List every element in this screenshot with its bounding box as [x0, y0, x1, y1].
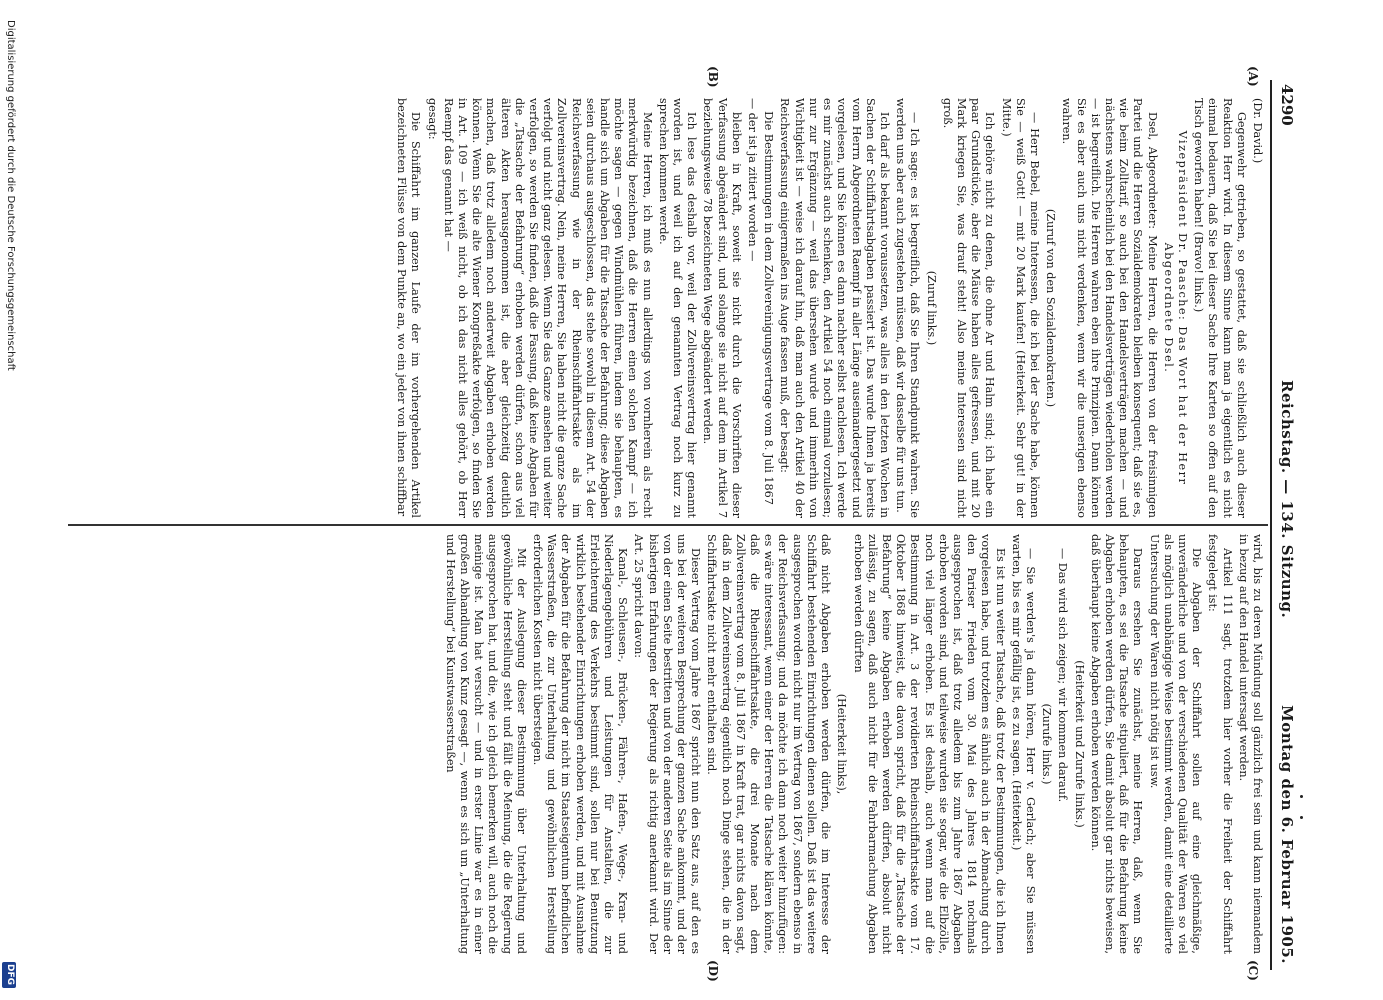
- chair-announcement: Vizepräsident Dr. Paasche: Das Wort hat der Herr Abgeordnete Dsel.: [1161, 130, 1189, 486]
- quotation: Kanal-, Schleusen-, Brücken-, Fähren-, Hafen-, Wege-, Kran- und Niederlagengebühren und Leistungen für Anstalten, die zur Erleichterung des Verkehrs bestimmt sind, sollen nur bei Benutzung wirklich bestehender Einrichtungen erhoben werden, und mit Ausnahme der Abgaben für die Befahrung der nicht im Staatseigentum befindlichen Wasserstraßen, die zur Unterhaltung und gewöhnlichen Herstellung erforderlichen Kosten nicht übersteigen.: [531, 534, 630, 954]
- scan-specks: [1300, 795, 1308, 835]
- paragraph: Dieser Vertrag vom Jahre 1867 spricht nun den Satz aus, auf den es uns bei der weiteren Besprechung der ganzen Sache ankommt, und der von der einen Seite bestritten und von der anderen Seite als im Sinne der bisherigen Erfahrungen der Regierung als richtig anerkannt wird. Der Art. 25 spricht davon:: [632, 534, 703, 954]
- paragraph: Gegenwehr getrieben, so gestattet, daß sie schließlich auch dieser Reaktion Herr wird. In diesem Sinne kann man ja eigentlich es nicht einmal bedauern, daß Sie bei dieser Sache Ihre Karten so offen auf den Tisch geworfen haben! (Bravo! links.): [1192, 98, 1248, 518]
- right-column: [69, 534, 1264, 954]
- paragraph: gesagt:: [425, 98, 439, 140]
- paragraph: — Herr Bebel, meine Interessen, die ich bei der Sache habe, können Sie — weiß Gott! — mit 20 Mark kaufen! (Heiterkeit. Sehr gut! in der Mitte.): [999, 98, 1041, 518]
- interjection: (Heiterkeit links),: [835, 693, 849, 795]
- quotation: bleiben in Kraft, soweit sie nicht durch die Vorschriften dieser Verfassung abgeändert sind, und solange sie nicht auf dem im Artikel 7 beziehungsweise 78 bezeichneten Wege abgeändert werden.: [701, 98, 743, 518]
- interjection: (Zurufe links.): [1040, 703, 1054, 785]
- paragraph: daß nicht Abgaben erhoben werden dürfen, die im Interesse der Schiffahrt bestehenden Einrichtungen dienen sollen. Daß ist das weitere ausgesprochen worden nicht nur im Vertrag von 1867, sondern ebenso in der Reichsverfassung; und da möchte ich dann noch weiter hinzufügen: es wäre interessant, wenn einer der Herren die Tatsache klären könnte, daß die Rheinschiffahrtsakte, die drei Monate nach dem Zollvereinsvertrag vom 8. Juli 1867 in Kraft trat, gar nichts davon sagt, daß in dem Zollvereinsvertrag eigentlich noch Dinge stehen, die in der Schiffahrtsakte nicht mehr enthalten sind.: [705, 534, 833, 954]
- session-date: Montag den 6. Februar 1905.: [1278, 705, 1296, 964]
- paragraph: — Sie werden's ja dann hören, Herr v. Gerlach; aber Sie müssen warten, bis es mir gefällig ist, es zu sagen. (Heiterkeit.): [1009, 534, 1037, 954]
- margin-marker-c: (C): [1246, 960, 1260, 981]
- paragraph: Ich darf als bekannt voraussetzen, was alles in den letzten Wochen in Sachen der Schiffahrtsabgaben passiert ist. Das wurde Ihnen ja bereits vom Herrn Abgeordneten Raempf in aller Länge auseinandergesetzt und vorgelesen, und Sie können es dann nachher selbst nachlesen. Ich werde es mir zunächst auch schenken, den Artikel 54 noch einmal vorzulesen; nur zur Ergänzung — weil das übersehen wurde und immerhin von Wichtigkeit ist — weise ich darauf hin, daß man auch den Artikel 40 der Reichsverfassung einigermaßen ins Auge fassen muß, der besagt:: [778, 98, 891, 518]
- paragraph: Es ist nun weiter Tatsache, daß trotz der Bestimmungen, die ich Ihnen vorgelesen habe, und trotzdem es ähnlich auch in der Abmachung durch den Pariser Frieden vom 30. Mai des Jahres 1814 nochmals ausgesprochen ist, daß trotz alledem bis zum Jahre 1867 Abgaben erhoben worden sind, und teilweise wurden sie sogar, wie die Elbzölle, noch viel länger erhoben. Es ist deshalb, auch wenn man auf die Bestimmung in Art. 3 der revidierten Rheinschiffahrtsakte vom 17. Oktober 1868 hinweist, die davon spricht, daß für die „Tatsache der Befahrung“ keine Abgaben erhoben werden dürfen, absolut nicht zulässig, zu sagen, daß auch nicht für die Fahrbarmachung Abgaben erhoben werden dürften: [851, 534, 1007, 954]
- credit-text: Digitalisierung gefördert durch die Deutsche Forschungsgemeinschaft: [5, 20, 16, 371]
- scanned-page: [60, 66, 1300, 982]
- quotation: wird, bis zu deren Mündung soll gänzlich frei sein und kann niemandem in bezug auf den Handel untersagt werden.: [1236, 534, 1264, 954]
- dfg-logo-text: DFG: [5, 964, 15, 986]
- interjection: (Zuruf links.): [924, 270, 938, 346]
- funding-credit: [3, 20, 17, 980]
- margin-marker-d: (D): [706, 960, 720, 982]
- paragraph: Artikel 111 sagt, trotzdem hier vorher die Freiheit der Schiffahrt festgelegt ist:: [1206, 534, 1234, 954]
- paragraph: Daraus ersehen Sie zunächst, meine Herren, daß, wenn Sie behaupten, es sei die Tatsache stipuliert, daß für die Befahrung keine Abgaben erhoben werden dürfen, Sie damit absolut gar nichts beweisen, daß überhaupt keine Abgaben erhoben werden können.: [1088, 534, 1145, 954]
- paragraph: Meine Herren, ich muß es nun allerdings von vornherein als recht merkwürdig bezeichnen, daß die Herren einen solchen Kampf — ich möchte sagen — gegen Windmühlen führen, indem sie behaupten, es handle sich um Abgaben für die Tatsache der Befahrung; diese Abgaben seien durchaus ausgeschlossen, das stehe sowohl in diesem Art. 54 der Reichsverfassung wie in der Rheinschiffahrtsakte als im Zollvereinsvertrag. Nein, meine Herren, Sie haben nicht die ganze Sache verfolgt und nicht ganz gelesen. Wenn Sie das Ganze ansehen und weiter verfolgen, so werden Sie finden, daß die Fassung, daß keine Abgaben für die „Tatsache der Befahrung“ erhoben werden dürfen, schon aus viel älteren Akten herausgenommen ist, die aber gleichzeitig deutlich machen, daß trotz alledem noch anderweit Abgaben erhoben werden können. Wenn Sie die alte Wiener Kongreßakte verfolgen, so finden Sie in Art. 109 — ich weiß nicht, ob ich das nicht alles gehört, ob Herr Raempf das genannt hat —: [441, 98, 654, 518]
- margin-marker-a: (A): [1246, 66, 1260, 87]
- paragraph: — Das wird sich zeigen; wir kommen darauf.: [1056, 548, 1070, 803]
- speaker-tag: (Dr. David.): [1251, 98, 1264, 164]
- column-divider: [68, 524, 1268, 526]
- session-title: Reichstag. — 134. Sitzung.: [1278, 380, 1296, 619]
- interjection: (Zuruf von den Sozialdemokraten.): [1044, 208, 1058, 408]
- paragraph: Ich gehöre nicht zu denen, die ohne Ar und Halm sind; ich habe ein paar Grundstücke, aber die Mäuse haben alles gefressen, und mit 20 Mark kriegen Sie, was drauf steht! Also meine Interessen sind nicht groß.: [940, 98, 997, 518]
- paragraph: — der ist ja zitiert worden —: [746, 98, 760, 262]
- left-column: [69, 98, 1264, 518]
- quotation: Die Abgaben der Schiffahrt sollen auf eine gleichmäßige, unveränderliche und von der verschiedenen Qualität der Waren so viel als möglich unabhängige Weise bestimmt werden, damit eine detaillierte Untersuchung der Waren nicht nötig ist usw.: [1147, 534, 1204, 954]
- paragraph: Dsel, Abgeordneter: Meine Herren, die Herren von der freisinnigen Partei und die Herren Sozialdemokraten bleiben konsequent; daß sie es, wie beim Zolltarif, so auch bei den Handelsverträgen machen — und nächstens wahrscheinlich bei den Handelsverträgen wiederholen werden — ist begreiflich. Die Herren wahren eben ihre Prinzipien. Dann können Sie es aber auch uns nicht verdenken, wenn wir die unserigen ebenso wahren.: [1060, 98, 1159, 518]
- paragraph: Mit der Auslegung dieser Bestimmung über Unterhaltung und gewöhnliche Herstellung steht und fällt die Meinung, die die Regierung ausgesprochen hat, und die, wie ich gleich bemerken will, auch noch die meinige ist. Man hat versucht — und in erster Linie war es in einer großen Abhandlung von Kunz gesagt —, wenn es sich um „Unterhaltung und Herstellung“ bei Kunstwasserstraßen: [443, 534, 528, 954]
- margin-marker-b: (B): [706, 66, 720, 88]
- interjection: (Heiterkeit und Zurufe links.): [1072, 660, 1086, 828]
- paragraph: — Ich sage: es ist begreiflich, daß Sie Ihren Standpunkt wahren. Sie werden uns aber auch zugestehen müssen, daß wir dasselbe für uns tun.: [894, 98, 922, 518]
- paragraph: Ich lese das deshalb vor, weil der Zollvereinsvertrag hier genannt worden ist, und weil ich auf den genannten Vertrag noch kurz zu sprechen kommen werde.: [656, 98, 699, 518]
- page-header: [1270, 80, 1300, 970]
- page-number: 4290: [1278, 84, 1296, 126]
- dfg-logo: [2, 962, 16, 988]
- quotation: Die Schiffahrt im ganzen Laufe der im vorhergehenden Artikel bezeichneten Flüsse von dem Punkte an, wo ein jeder von ihnen schiffbar: [395, 98, 423, 518]
- quotation: Die Bestimmungen in dem Zollvereinigungsvertrage vom 8. Juli 1867: [762, 111, 776, 505]
